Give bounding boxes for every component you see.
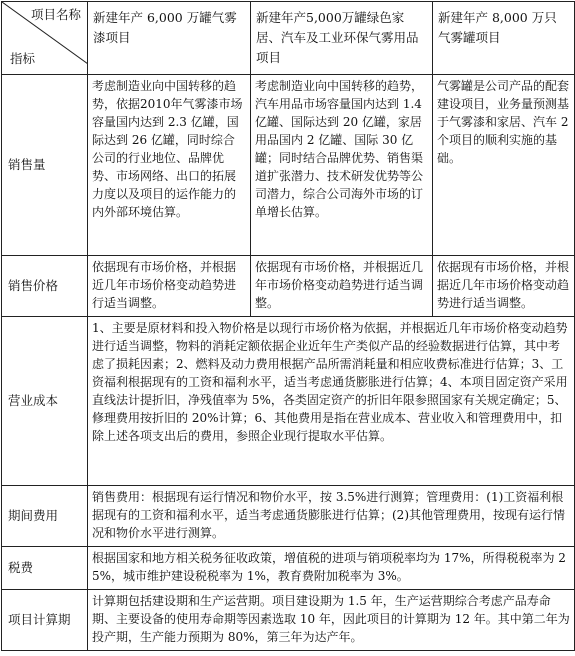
table-cell-merged: 1、主要是原材料和投入物价格是以现行市场价格为依据，并根据近几年市场价格变动趋势进行适当调整，物料的消耗定额依据企业近年生产类似产品的经验数据进行估算，其中考虑了损耗因素；2、燃料及动力费用根据产品所需消耗量和相应收费标准进行估算；3、工资福利根据现有的工资和福利水平，适当考虑通货膨胀进行估算；4、本项目固定资产采用直线法计提折旧，净残值率为 5%，各类固定资产的折旧年限参照国家有关规定确定；5、修理费用按折旧的 20%计算；6、其他费用是指在营业成本、营业收入和管理费用中，扣除上述各项支出后的费用，参照企业现行提取水平估算。: [88, 317, 575, 486]
table-cell: 依据现有市场价格，并根据近几年市场价格变动趋势进行适当调整。: [433, 256, 575, 317]
table-row-sales: [2, 75, 575, 256]
table-cell: 气雾罐是公司产品的配套建设项目，业务量预测基于气雾漆和家居、汽车 2 个项目的顺利实施的基础。: [433, 75, 575, 256]
column-header-aerosol-cans: 新建年产 8,000 万只气雾罐项目: [433, 2, 575, 75]
table-row-calc-period: [2, 590, 575, 651]
table-cell-merged: 根据国家和地方相关税务征收政策，增值税的进项与销项税率均为 17%，所得税税率为 25%，城市维护建设税税率为 1%，教育费附加税率为 3%。: [88, 547, 575, 590]
row-label: 销售价格: [2, 256, 88, 317]
indicator-label: 指标: [10, 51, 36, 66]
row-label: 销售量: [2, 75, 88, 256]
table-cell-merged: 计算期包括建设期和生产运营期。项目建设期为 1.5 年，生产运营期综合考虑产品寿命期、主要设备的使用寿命期等因素选取 10 年，因此项目的计算期为 12 年。其中第二年为投产期，生产能力预期为 80%，第三年为达产年。: [88, 590, 575, 651]
row-label: 期间费用: [2, 486, 88, 547]
table-cell: 依据现有市场价格，并根据近几年市场价格变动趋势进行适当调整。: [251, 256, 433, 317]
header-row: [2, 2, 575, 75]
indicator-table: [1, 1, 575, 651]
table-row-tax: [2, 547, 575, 590]
row-label: 项目计算期: [2, 590, 88, 651]
table-cell: 依据现有市场价格，并根据近几年市场价格变动趋势进行适当调整。: [88, 256, 251, 317]
table-row-cost: [2, 317, 575, 486]
row-label: 营业成本: [2, 317, 88, 486]
document-page: [0, 1, 575, 656]
column-header-green-home-auto: 新建年产5,000万罐绿色家居、汽车及工业环保气雾用品项目: [251, 2, 433, 75]
item-name-label: 项目名称: [30, 7, 81, 22]
table-row-price: [2, 256, 575, 317]
column-header-aerosol-paint: 新建年产 6,000 万罐气雾漆项目: [88, 2, 251, 75]
table-cell: 考虑制造业向中国转移的趋势，依据2010年气雾漆市场容量国内达到 2.3 亿罐，国际达到 26 亿罐，同时综合公司的行业地位、品牌优势、市场网络、出口的拓展力度以及项目的运作能力的内外部环境估算。: [88, 75, 251, 256]
table-cell: 考虑制造业向中国转移的趋势，汽车用品市场容量国内达到 1.4 亿罐、国际达到 20 亿罐，家居用品国内 2 亿罐、国际 30 亿罐；同时结合品牌优势、销售渠道扩张潜力、技术研发优势等公司潜力，综合公司海外市场的订单增长估算。: [251, 75, 433, 256]
row-label: 税费: [2, 547, 88, 590]
table-row-period-expenses: [2, 486, 575, 547]
table-cell-merged: 销售费用：根据现有运行情况和物价水平，按 3.5%进行测算；管理费用：(1)工资福利根据现有的工资和福利水平，适当考虑通货膨胀进行估算；(2)其他管理费用，按现有运行情况和物价水平进行测算。: [88, 486, 575, 547]
corner-cell: [2, 2, 88, 75]
